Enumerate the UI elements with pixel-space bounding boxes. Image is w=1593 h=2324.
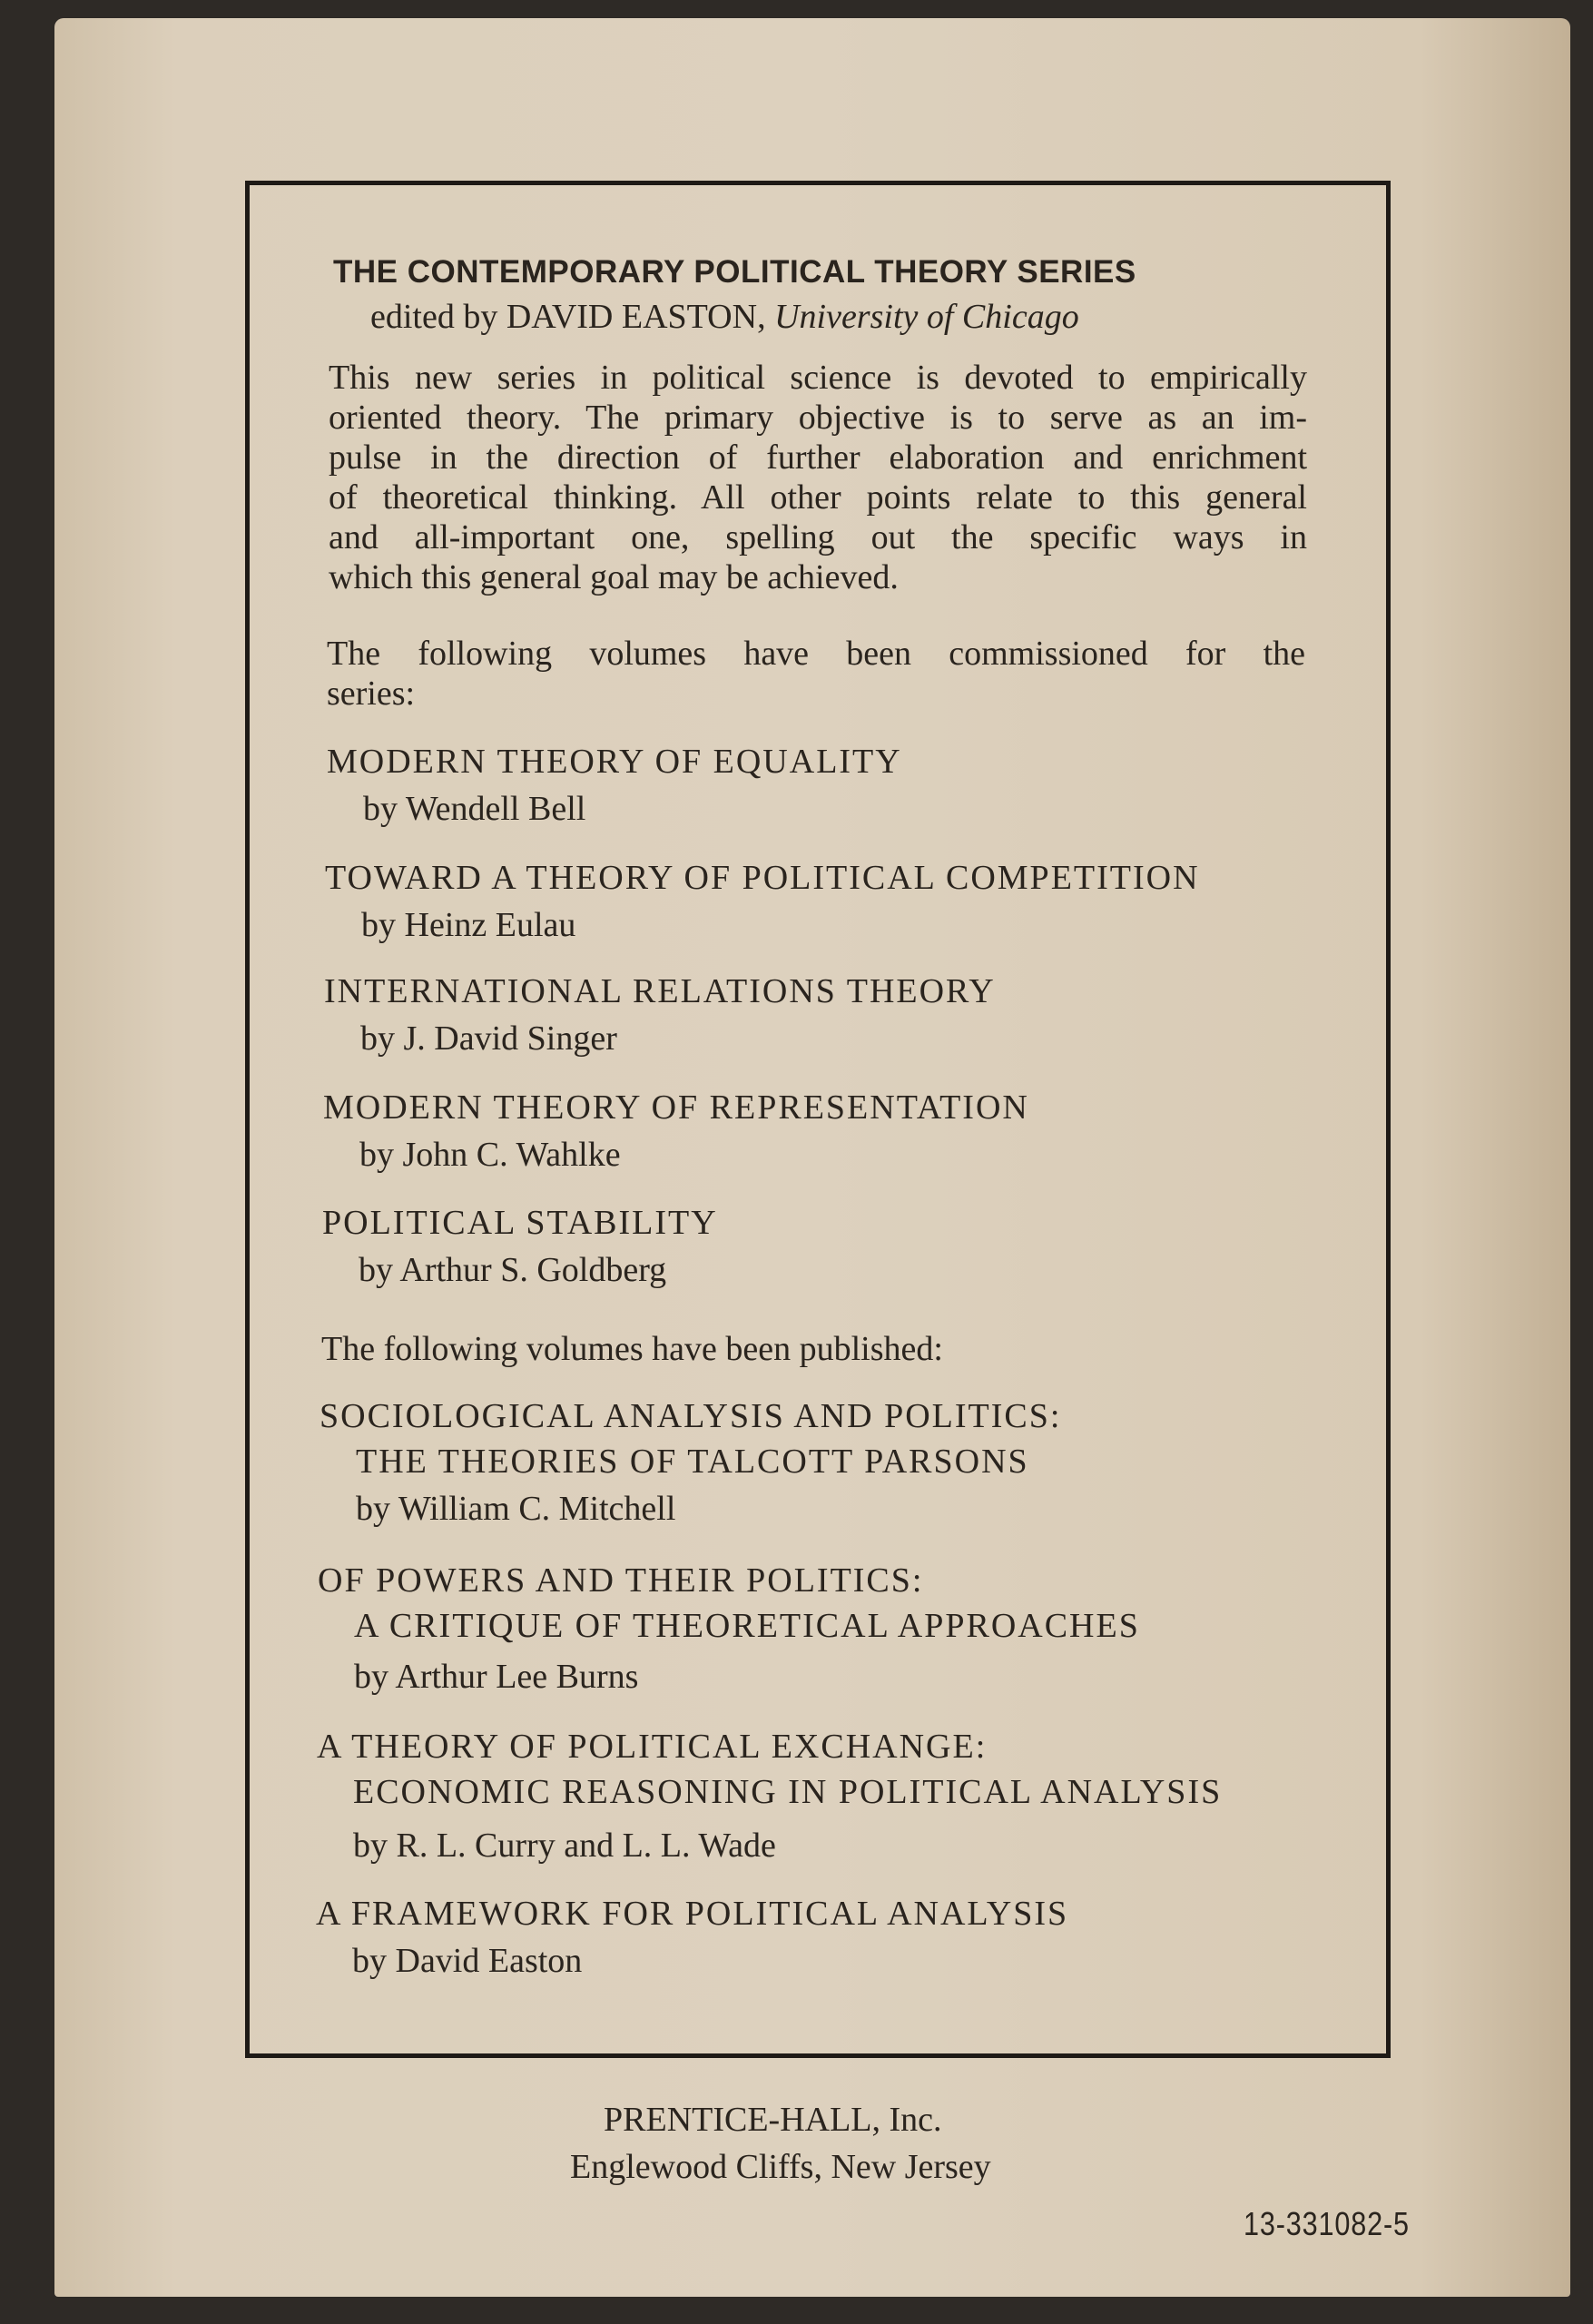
book-subtitle: ECONOMIC REASONING IN POLITICAL ANALYSIS	[353, 1773, 1223, 1811]
book-author: by Arthur Lee Burns	[354, 1658, 639, 1696]
book-title: A FRAMEWORK FOR POLITICAL ANALYSIS	[316, 1895, 1069, 1933]
book-title: MODERN THEORY OF EQUALITY	[327, 743, 902, 781]
book-author: by Arthur S. Goldberg	[359, 1251, 667, 1289]
book-title: POLITICAL STABILITY	[322, 1204, 718, 1242]
book-title: SOCIOLOGICAL ANALYSIS AND POLITICS:	[320, 1397, 1062, 1435]
publisher-location: Englewood Cliffs, New Jersey	[570, 2148, 991, 2186]
book-author: by John C. Wahlke	[359, 1136, 621, 1174]
description-line: of theoretical thinking. All other points relate to this general	[329, 478, 1307, 517]
series-title: THE CONTEMPORARY POLITICAL THEORY SERIES	[333, 254, 1136, 290]
book-author: by R. L. Curry and L. L. Wade	[353, 1827, 776, 1865]
description-line: and all-important one, spelling out the specific ways in	[329, 518, 1307, 556]
book-subtitle: A CRITIQUE OF THEORETICAL APPROACHES	[354, 1607, 1140, 1645]
description-line: which this general goal may be achieved.	[329, 558, 899, 596]
series-editor	[370, 297, 1079, 337]
book-title: INTERNATIONAL RELATIONS THEORY	[324, 972, 996, 1010]
published-intro: The following volumes have been published:	[321, 1330, 943, 1368]
description-line: This new series in political science is devoted to empirically	[329, 359, 1307, 397]
editor-affiliation: University of Chicago	[774, 298, 1079, 336]
book-title: MODERN THEORY OF REPRESENTATION	[323, 1088, 1029, 1127]
book-author: by J. David Singer	[360, 1019, 617, 1058]
description-line: oriented theory. The primary objective is to serve as an im-	[329, 399, 1307, 437]
commissioned-intro: The following volumes have been commissioned for the	[327, 635, 1305, 673]
book-title: OF POWERS AND THEIR POLITICS:	[318, 1561, 924, 1600]
book-author: by Wendell Bell	[363, 790, 586, 828]
commissioned-intro: series:	[327, 675, 416, 713]
isbn-code: 13-331082-5	[1244, 2205, 1410, 2242]
book-title: A THEORY OF POLITICAL EXCHANGE:	[317, 1728, 988, 1766]
book-subtitle: THE THEORIES OF TALCOTT PARSONS	[356, 1443, 1029, 1481]
editor-name: edited by DAVID EASTON,	[370, 298, 766, 336]
book-author: by Heinz Eulau	[361, 906, 576, 944]
book-title: TOWARD A THEORY OF POLITICAL COMPETITION	[325, 859, 1200, 897]
book-author: by William C. Mitchell	[356, 1490, 676, 1528]
description-line: pulse in the direction of further elaboration and enrichment	[329, 438, 1307, 477]
book-author: by David Easton	[352, 1942, 583, 1980]
publisher-name: PRENTICE-HALL, Inc.	[604, 2101, 942, 2139]
